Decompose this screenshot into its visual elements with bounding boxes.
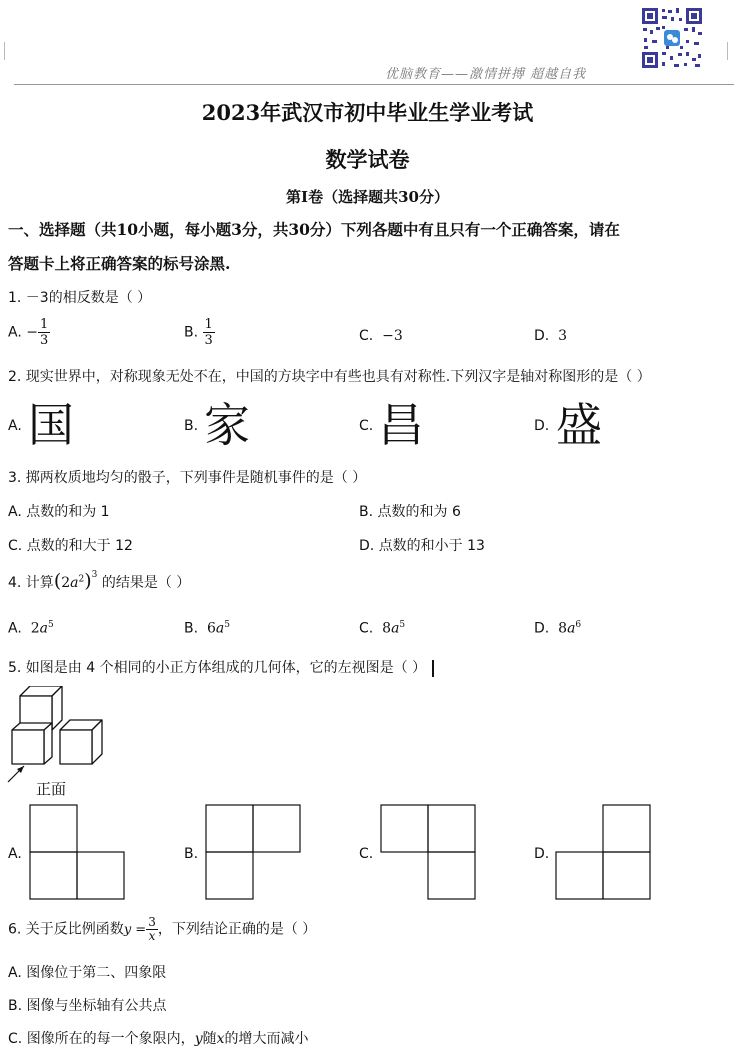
q4-option-a: A. $2a^5$ [8, 620, 54, 637]
q2-option-c-character: 昌 [378, 398, 424, 452]
fraction: $\frac{3}{x}$ [148, 915, 156, 943]
q6-option-a: A. 图像位于第二、四象限 [8, 965, 167, 981]
q5-option-a-label: A. [8, 846, 22, 862]
q5-option-b-label: B. [184, 846, 199, 862]
q5-option-d-label: D. [534, 846, 550, 862]
cube-solid-figure [6, 686, 106, 790]
header-slogan: 优脑教育——激情拼搏 超越自我 [385, 67, 587, 82]
front-view-label: 正面 [36, 780, 67, 798]
q1-option-a [8, 317, 50, 348]
option-label: C. [359, 328, 374, 344]
option-label: D. [534, 328, 550, 344]
section-instructions-line2: 答题卡上将正确答案的标号涂黑. [8, 254, 231, 273]
q5-option-d-figure [555, 804, 651, 900]
q2-stem: 2. 现实世界中，对称现象无处不在，中国的方块字中有些也具有对称性.下列汉字是轴对称图形的是（ ） [8, 369, 651, 385]
q4-option-d: D. $8a^6$ [534, 620, 582, 637]
fraction: $\frac{1}{3}$ [204, 317, 213, 348]
qr-code-image [640, 6, 704, 70]
q1-stem: 1. －3的相反数是（ ） [8, 290, 152, 306]
q4-option-c: C. $8a^5$ [359, 620, 406, 637]
part-title: 第Ⅰ卷（选择题共30分） [286, 188, 449, 206]
q2-option-a-character: 国 [28, 398, 74, 452]
option-label: A. [8, 324, 22, 341]
q2-option-c-label: C. [359, 418, 374, 434]
option-label: B. [184, 324, 199, 341]
q1-option-c: C. −3 [359, 328, 403, 344]
q2-option-d-character: 盛 [556, 398, 602, 452]
q5-option-c-figure [380, 804, 476, 900]
q5-option-a-figure [29, 804, 125, 900]
q6-option-b: B. 图像与坐标轴有公共点 [8, 998, 167, 1014]
q4-stem: 4. 计算$(2a^2)^3$ 的结果是（ ） [8, 570, 191, 592]
q3-stem: 3. 掷两枚质地均匀的骰子，下列事件是随机事件的是（ ） [8, 470, 367, 486]
text-cursor [432, 660, 434, 677]
corner-mark-top-left [4, 42, 15, 60]
q3-option-a: A. 点数的和为 1 [8, 504, 110, 520]
q2-option-b-label: B. [184, 418, 199, 434]
q2-option-b-character: 家 [204, 398, 250, 452]
q6-stem: 6. 关于反比例函数y = $\frac{3}{x}$ ，下列结论正确的是（ ） [8, 915, 317, 943]
section-instructions-line1: 一、选择题（共10小题，每小题3分，共30分）下列各题中有且只有一个正确答案，请在 [8, 220, 620, 239]
q3-option-c: C. 点数的和大于 12 [8, 538, 133, 554]
q1-option-d: D. 3 [534, 328, 568, 344]
q3-option-d: D. 点数的和小于 13 [359, 538, 485, 554]
q2-option-a-label: A. [8, 418, 22, 434]
q4-option-b: B. $6a^5$ [184, 620, 230, 637]
minus-sign: − [26, 324, 38, 341]
subject-title: 数学试卷 [325, 147, 410, 172]
q3-option-b: B. 点数的和为 6 [359, 504, 461, 520]
q5-stem: 5. 如图是由 4 个相同的小正方体组成的几何体，它的左视图是（ ） [8, 657, 434, 677]
exam-title: 2023年武汉市初中毕业生学业考试 [201, 100, 534, 125]
q5-option-c-label: C. [359, 846, 374, 862]
q5-option-b-figure [205, 804, 301, 900]
fraction: $\frac{1}{3}$ [39, 317, 49, 348]
corner-mark-top-right [727, 42, 738, 60]
header-divider [14, 84, 734, 85]
expr-coef: 2 [61, 575, 71, 591]
q6-option-c: C. 图像所在的每一个象限内，y随x的增大而减小 [8, 1031, 309, 1047]
q1-option-b [184, 317, 215, 348]
q2-option-d-label: D. [534, 418, 550, 434]
